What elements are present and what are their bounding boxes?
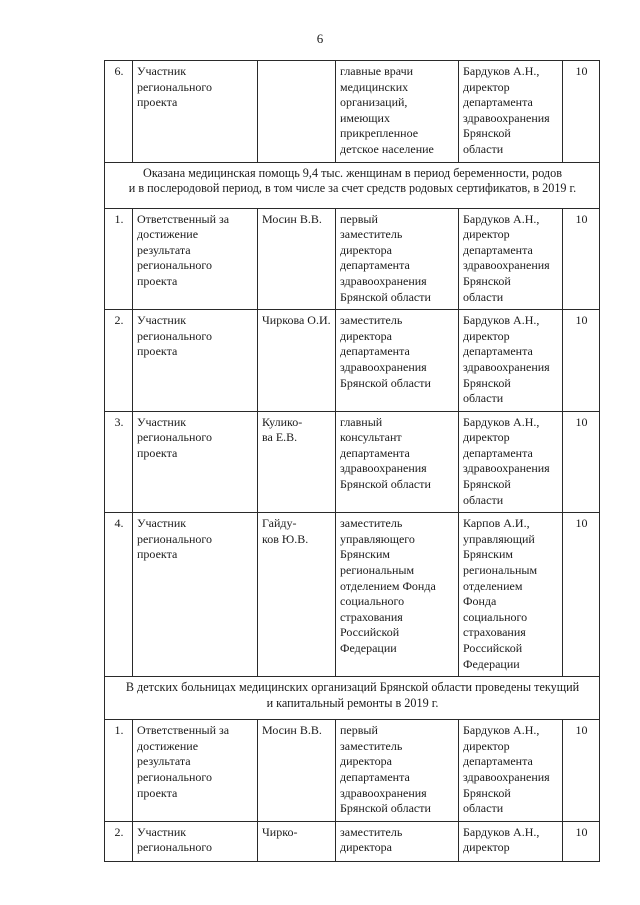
table-row [105, 821, 600, 861]
supervisor-cell: Бардуков А.Н., директор [459, 821, 563, 861]
supervisor-cell: Бардуков А.Н., директор департамента здравоохранения Брянской области [459, 411, 563, 513]
table-row [105, 61, 600, 163]
section-header-row [105, 162, 600, 208]
row-number: 4. [105, 513, 133, 677]
supervisor-cell: Бардуков А.Н., директор департамента здравоохранения Брянской области [459, 208, 563, 310]
name-cell [258, 61, 336, 163]
table-row [105, 720, 600, 822]
role-cell: Ответственный за достижение результата регионального проекта [133, 208, 258, 310]
role-cell: Участник регионального проекта [133, 513, 258, 677]
name-cell: Гайду- ков Ю.В. [258, 513, 336, 677]
load-cell: 10 [563, 720, 600, 822]
row-number: 6. [105, 61, 133, 163]
position-cell: заместитель директора департамента здравоохранения Брянской области [336, 310, 459, 412]
name-cell: Кулико- ва Е.В. [258, 411, 336, 513]
role-cell: Участник регионального проекта [133, 411, 258, 513]
name-cell: Мосин В.В. [258, 720, 336, 822]
position-cell: первый заместитель директора департамента здравоохранения Брянской области [336, 208, 459, 310]
table-row [105, 411, 600, 513]
position-cell: заместитель директора [336, 821, 459, 861]
row-number: 1. [105, 208, 133, 310]
name-cell: Чирко- [258, 821, 336, 861]
name-cell: Чиркова О.И. [258, 310, 336, 412]
supervisor-cell: Бардуков А.Н., директор департамента здравоохранения Брянской области [459, 61, 563, 163]
table-row [105, 310, 600, 412]
row-number: 1. [105, 720, 133, 822]
role-cell: Участник регионального проекта [133, 61, 258, 163]
section-title: В детских больницах медицинских организаций Брянской области проведены текущий и капитальный ремонты в 2019 г. [105, 677, 600, 720]
load-cell: 10 [563, 61, 600, 163]
section-header-row [105, 677, 600, 720]
table-row [105, 208, 600, 310]
name-cell: Мосин В.В. [258, 208, 336, 310]
supervisor-cell: Бардуков А.Н., директор департамента здравоохранения Брянской области [459, 310, 563, 412]
row-number: 2. [105, 310, 133, 412]
row-number: 3. [105, 411, 133, 513]
role-cell: Участник регионального [133, 821, 258, 861]
load-cell: 10 [563, 208, 600, 310]
responsibility-table [104, 60, 600, 862]
supervisor-cell: Бардуков А.Н., директор департамента здравоохранения Брянской области [459, 720, 563, 822]
page-number: 6 [316, 31, 324, 46]
position-cell: главный консультант департамента здравоохранения Брянской области [336, 411, 459, 513]
position-cell: главные врачи медицинских организаций, имеющих прикрепленное детское население [336, 61, 459, 163]
section-title: Оказана медицинская помощь 9,4 тыс. женщинам в период беременности, родов и в послеродовой период, в том числе за счет средств родовых сертификатов, в 2019 г. [105, 162, 600, 208]
position-cell: первый заместитель директора департамента здравоохранения Брянской области [336, 720, 459, 822]
load-cell: 10 [563, 821, 600, 861]
load-cell: 10 [563, 310, 600, 412]
role-cell: Ответственный за достижение результата регионального проекта [133, 720, 258, 822]
role-cell: Участник регионального проекта [133, 310, 258, 412]
supervisor-cell: Карпов А.И., управляющий Брянским региональным отделением Фонда социального страхования Российской Федерации [459, 513, 563, 677]
table-row [105, 513, 600, 677]
load-cell: 10 [563, 411, 600, 513]
row-number: 2. [105, 821, 133, 861]
load-cell: 10 [563, 513, 600, 677]
position-cell: заместитель управляющего Брянским региональным отделением Фонда социального страхования Российской Федерации [336, 513, 459, 677]
